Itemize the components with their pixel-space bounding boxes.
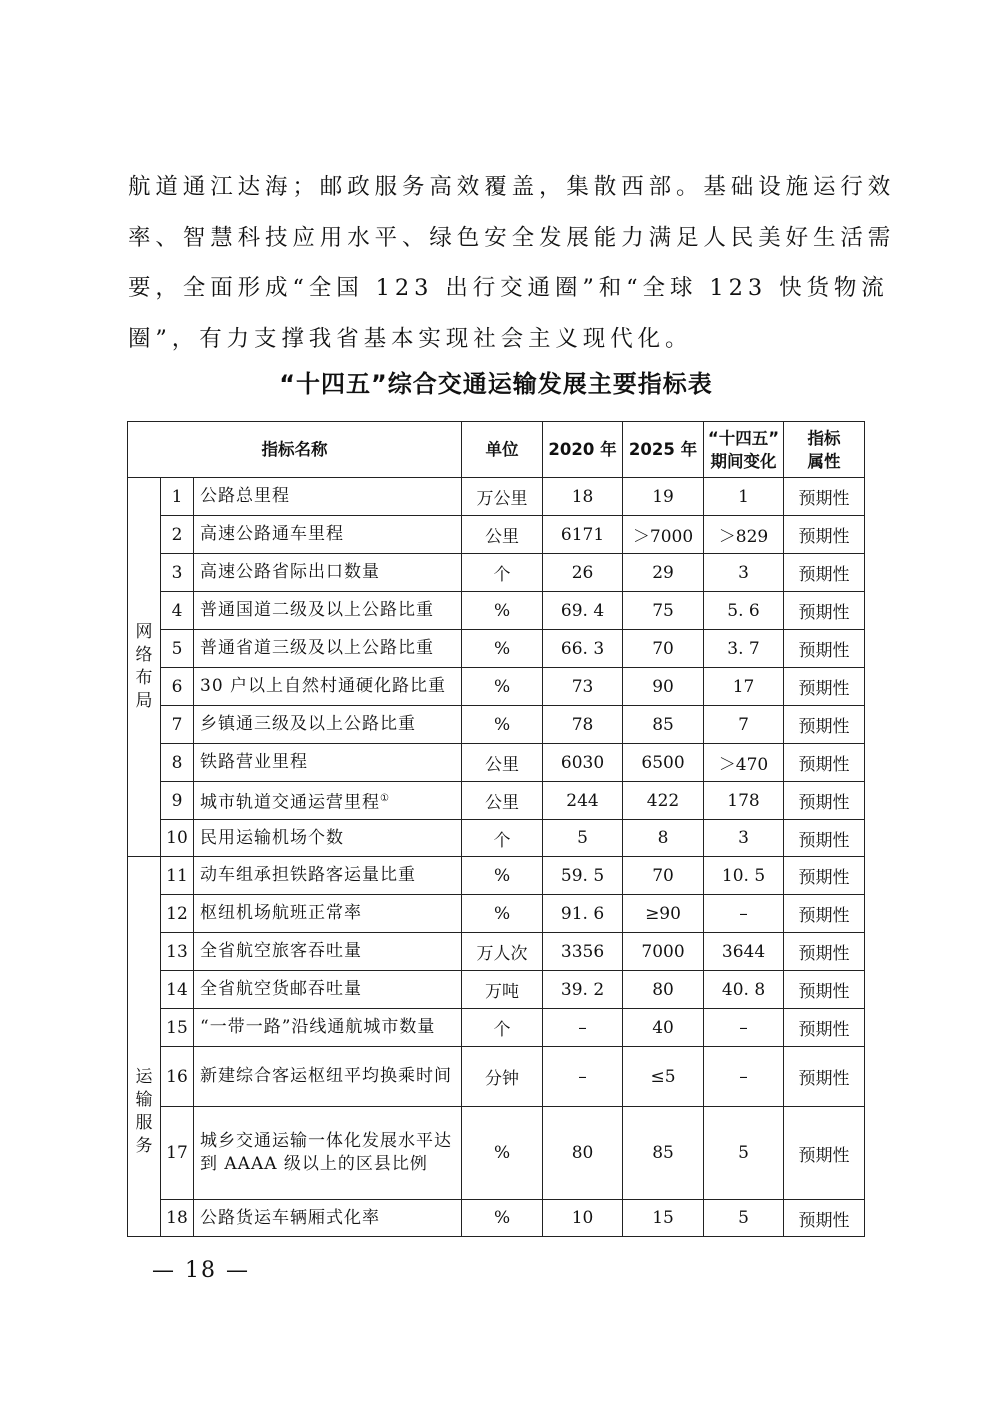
table-row — [128, 478, 865, 516]
cell-attr: 预期性 — [784, 933, 865, 971]
cell-number: 13 — [161, 933, 194, 971]
group-label-char: 络 — [135, 645, 153, 665]
table-row — [128, 668, 865, 706]
cell-2020: 10 — [543, 1200, 623, 1237]
cell-name: 普通省道三级及以上公路比重 — [194, 630, 462, 668]
cell-2020: 6030 — [543, 744, 623, 782]
cell-name: 普通国道二级及以上公路比重 — [194, 592, 462, 630]
cell-number: 11 — [161, 857, 194, 895]
cell-unit: 万吨 — [462, 971, 543, 1009]
table-row — [128, 592, 865, 630]
cell-2020: 5 — [543, 820, 623, 857]
cell-attr: 预期性 — [784, 1200, 865, 1237]
cell-name: 高速公路通车里程 — [194, 516, 462, 554]
cell-number: 3 — [161, 554, 194, 592]
cell-unit: 公里 — [462, 782, 543, 820]
cell-name: 城市轨道交通运营里程① — [194, 782, 462, 820]
cell-attr: 预期性 — [784, 857, 865, 895]
cell-2020: 244 — [543, 782, 623, 820]
body-paragraph — [128, 162, 896, 364]
cell-2025: 6500 — [623, 744, 704, 782]
paragraph-line: 要，全面形成“全国 123 出行交通圈”和“全球 123 快货物流 — [128, 275, 889, 301]
cell-attr: 预期性 — [784, 630, 865, 668]
cell-2025: 70 — [623, 630, 704, 668]
cell-2020: 78 — [543, 706, 623, 744]
paragraph-line: 率、智慧科技应用水平、绿色安全发展能力满足人民美好生活需 — [128, 224, 896, 251]
cell-attr: 预期性 — [784, 478, 865, 516]
table-title: “十四五”综合交通运输发展主要指标表 — [279, 370, 713, 398]
cell-number: 14 — [161, 971, 194, 1009]
cell-unit: % — [462, 668, 543, 706]
cell-change: 3644 — [704, 933, 784, 971]
header-change: “十四五” 期间变化 — [704, 422, 784, 478]
cell-unit: % — [462, 857, 543, 895]
cell-2020: 91. 6 — [543, 895, 623, 933]
paragraph-line: 圈”，有力支撑我省基本实现社会主义现代化。 — [128, 325, 693, 352]
cell-change: 1 — [704, 478, 784, 516]
cell-2025: ≤5 — [623, 1047, 704, 1107]
cell-2025: 75 — [623, 592, 704, 630]
group-label-char: 输 — [135, 1089, 153, 1110]
cell-number: 4 — [161, 592, 194, 630]
cell-unit: 公里 — [462, 744, 543, 782]
cell-attr: 预期性 — [784, 668, 865, 706]
cell-2025: 40 — [623, 1009, 704, 1047]
cell-unit: % — [462, 630, 543, 668]
cell-number: 12 — [161, 895, 194, 933]
header-unit: 单位 — [462, 422, 543, 478]
group-label — [128, 857, 161, 1237]
cell-number: 1 — [161, 478, 194, 516]
cell-unit: % — [462, 706, 543, 744]
header-name: 指标名称 — [128, 422, 462, 478]
cell-name: 全省航空旅客吞吐量 — [194, 933, 462, 971]
cell-attr: 预期性 — [784, 1047, 865, 1107]
cell-2020: 66. 3 — [543, 630, 623, 668]
cell-2020: 26 — [543, 554, 623, 592]
cell-name: 枢纽机场航班正常率 — [194, 895, 462, 933]
cell-change: 40. 8 — [704, 971, 784, 1009]
table-row — [128, 744, 865, 782]
table-row — [128, 554, 865, 592]
header-attr: 指标 属性 — [784, 422, 865, 478]
cell-2020: – — [543, 1047, 623, 1107]
table-row — [128, 782, 865, 820]
group-label-char: 局 — [135, 691, 153, 711]
cell-attr: 预期性 — [784, 820, 865, 857]
cell-number: 16 — [161, 1047, 194, 1107]
cell-name: 城乡交通运输一体化发展水平达到 AAAA 级以上的区县比例 — [194, 1107, 462, 1200]
cell-attr: 预期性 — [784, 971, 865, 1009]
cell-2025: 19 — [623, 478, 704, 516]
table-row — [128, 516, 865, 554]
cell-number: 8 — [161, 744, 194, 782]
cell-2020: 6171 — [543, 516, 623, 554]
cell-number: 15 — [161, 1009, 194, 1047]
cell-change: – — [704, 895, 784, 933]
cell-attr: 预期性 — [784, 782, 865, 820]
cell-name: 民用运输机场个数 — [194, 820, 462, 857]
cell-2020: 3356 — [543, 933, 623, 971]
cell-unit: 个 — [462, 1009, 543, 1047]
cell-attr: 预期性 — [784, 554, 865, 592]
cell-2025: 8 — [623, 820, 704, 857]
cell-2020: 69. 4 — [543, 592, 623, 630]
group-label-char: 务 — [135, 1135, 153, 1156]
cell-change: 17 — [704, 668, 784, 706]
footnote-marker: ① — [380, 792, 390, 804]
table-row — [128, 857, 865, 895]
cell-2025: 29 — [623, 554, 704, 592]
table-row — [128, 933, 865, 971]
group-label-char: 网 — [135, 622, 153, 642]
cell-name: 新建综合客运枢纽平均换乘时间 — [194, 1047, 462, 1107]
cell-change: 7 — [704, 706, 784, 744]
cell-unit: % — [462, 1107, 543, 1200]
cell-2025: 85 — [623, 1107, 704, 1200]
cell-unit: 个 — [462, 820, 543, 857]
paragraph-line: 航道通江达海；邮政服务高效覆盖，集散西部。基础设施运行效 — [128, 174, 896, 200]
cell-change: 178 — [704, 782, 784, 820]
cell-name: 30 户以上自然村通硬化路比重 — [194, 668, 462, 706]
group-label — [128, 478, 161, 857]
cell-attr: 预期性 — [784, 1107, 865, 1200]
cell-change: – — [704, 1009, 784, 1047]
cell-unit: % — [462, 1200, 543, 1237]
cell-unit: 万人次 — [462, 933, 543, 971]
cell-2020: 59. 5 — [543, 857, 623, 895]
cell-change: 3 — [704, 820, 784, 857]
cell-attr: 预期性 — [784, 706, 865, 744]
table-row — [128, 706, 865, 744]
cell-unit: % — [462, 592, 543, 630]
cell-name: 铁路营业里程 — [194, 744, 462, 782]
cell-unit: 分钟 — [462, 1047, 543, 1107]
table-row — [128, 1047, 865, 1107]
cell-change: 5. 6 — [704, 592, 784, 630]
cell-change: ＞829 — [704, 516, 784, 554]
cell-change: – — [704, 1047, 784, 1107]
cell-number: 9 — [161, 782, 194, 820]
cell-2025: 7000 — [623, 933, 704, 971]
cell-2020: 73 — [543, 668, 623, 706]
header-2020: 2020 年 — [543, 422, 623, 478]
cell-attr: 预期性 — [784, 1009, 865, 1047]
cell-change: 10. 5 — [704, 857, 784, 895]
cell-unit: 万公里 — [462, 478, 543, 516]
cell-name: 动车组承担铁路客运量比重 — [194, 857, 462, 895]
cell-attr: 预期性 — [784, 516, 865, 554]
table-row — [128, 1107, 865, 1200]
cell-unit: 公里 — [462, 516, 543, 554]
group-label-char: 运 — [135, 1066, 153, 1087]
cell-unit: % — [462, 895, 543, 933]
table-header-row — [128, 422, 865, 478]
cell-2025: ≥90 — [623, 895, 704, 933]
cell-change: 5 — [704, 1107, 784, 1200]
group-label-char: 布 — [135, 668, 153, 688]
cell-2025: 80 — [623, 971, 704, 1009]
cell-change: 5 — [704, 1200, 784, 1237]
cell-change: 3 — [704, 554, 784, 592]
cell-name: 公路总里程 — [194, 478, 462, 516]
cell-attr: 预期性 — [784, 744, 865, 782]
cell-2025: 15 — [623, 1200, 704, 1237]
table-row — [128, 971, 865, 1009]
cell-attr: 预期性 — [784, 895, 865, 933]
cell-2020: 18 — [543, 478, 623, 516]
cell-2020: 80 — [543, 1107, 623, 1200]
cell-name: 高速公路省际出口数量 — [194, 554, 462, 592]
group-label-char: 服 — [135, 1112, 153, 1133]
cell-number: 10 — [161, 820, 194, 857]
page-number: — 18 — — [152, 1258, 250, 1283]
cell-name: 全省航空货邮吞吐量 — [194, 971, 462, 1009]
cell-number: 18 — [161, 1200, 194, 1237]
cell-change: ＞470 — [704, 744, 784, 782]
cell-2025: 70 — [623, 857, 704, 895]
cell-2025: 422 — [623, 782, 704, 820]
cell-2025: 85 — [623, 706, 704, 744]
cell-name: 乡镇通三级及以上公路比重 — [194, 706, 462, 744]
table-row — [128, 895, 865, 933]
table-row — [128, 1009, 865, 1047]
indicator-table — [127, 421, 865, 1237]
cell-2025: ＞7000 — [623, 516, 704, 554]
cell-attr: 预期性 — [784, 592, 865, 630]
cell-2025: 90 — [623, 668, 704, 706]
cell-number: 7 — [161, 706, 194, 744]
cell-change: 3. 7 — [704, 630, 784, 668]
cell-2020: 39. 2 — [543, 971, 623, 1009]
table-row — [128, 820, 865, 857]
cell-number: 5 — [161, 630, 194, 668]
table-row — [128, 630, 865, 668]
header-2025: 2025 年 — [623, 422, 704, 478]
table-row — [128, 1200, 865, 1237]
cell-2020: – — [543, 1009, 623, 1047]
cell-name: “一带一路”沿线通航城市数量 — [194, 1009, 462, 1047]
cell-number: 6 — [161, 668, 194, 706]
cell-unit: 个 — [462, 554, 543, 592]
cell-number: 2 — [161, 516, 194, 554]
cell-number: 17 — [161, 1107, 194, 1200]
cell-name: 公路货运车辆厢式化率 — [194, 1200, 462, 1237]
